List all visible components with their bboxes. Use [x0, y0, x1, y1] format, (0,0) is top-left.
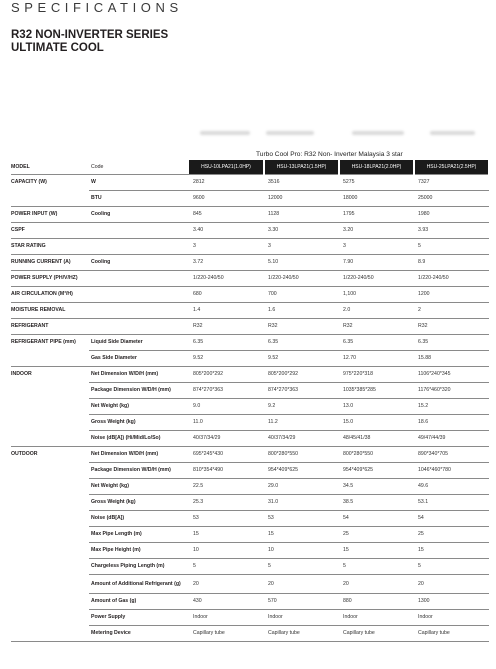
- table-row: [11, 366, 489, 382]
- row-value: 53: [264, 510, 339, 526]
- row-value: 5: [264, 558, 339, 574]
- row-value: 15: [339, 542, 414, 558]
- row-value: R32: [264, 318, 339, 334]
- row-value: 5: [189, 558, 264, 574]
- row-code: Cooling: [89, 206, 189, 222]
- row-code: [89, 286, 189, 302]
- row-code: Amount of Gas (g): [89, 593, 189, 609]
- row-value: 1046*460*780: [414, 462, 489, 478]
- table-row: [11, 318, 489, 334]
- row-value: 22.5: [189, 478, 264, 494]
- row-value: 1/220-240/50: [264, 270, 339, 286]
- series-line-2: ULTIMATE COOL: [11, 42, 104, 54]
- row-code: [89, 238, 189, 254]
- row-value: 3516: [264, 174, 339, 190]
- row-value: 2812: [189, 174, 264, 190]
- row-value: 9600: [189, 190, 264, 206]
- row-label: CAPACITY (W): [11, 179, 47, 185]
- row-value: 800*280*550: [339, 446, 414, 462]
- row-value: Indoor: [339, 609, 414, 625]
- row-code: Cooling: [89, 254, 189, 270]
- row-value: 9.52: [264, 350, 339, 366]
- row-value: 1300: [414, 593, 489, 609]
- row-code: Max Pipe Length (m): [89, 526, 189, 542]
- row-value: 15: [414, 542, 489, 558]
- row-value: Capillary tube: [339, 625, 414, 641]
- row-code: Noise (dB[A]) (Hi/Mid/Lo/So): [89, 430, 189, 446]
- series-title: [11, 29, 168, 55]
- row-value: 53.1: [414, 494, 489, 510]
- blurred-image-2: [266, 131, 314, 135]
- row-value: 7.90: [339, 254, 414, 270]
- table-subtitle: Turbo Cool Pro: R32 Non- Inverter Malaysia 3 star: [256, 151, 403, 158]
- row-value: 31.0: [264, 494, 339, 510]
- table-row: [11, 558, 489, 574]
- row-code: Amount of Additional Refrigerant (g): [89, 574, 189, 593]
- row-value: 11.0: [189, 414, 264, 430]
- row-label: POWER INPUT (W): [11, 206, 89, 222]
- row-value: 49/47/44/39: [414, 430, 489, 446]
- blurred-image-1: [200, 131, 250, 135]
- row-code: W: [89, 174, 189, 190]
- row-value: 805*200*292: [189, 366, 264, 382]
- row-value: 54: [339, 510, 414, 526]
- row-code: Gas Side Diameter: [89, 350, 189, 366]
- row-label: [11, 350, 89, 366]
- row-code: Net Dimension W/D/H (mm): [89, 446, 189, 462]
- row-value: 430: [189, 593, 264, 609]
- row-label: [11, 542, 89, 558]
- row-value: 9.0: [189, 398, 264, 414]
- table-row: [11, 430, 489, 446]
- row-value: 49.6: [414, 478, 489, 494]
- row-value: 1.6: [264, 302, 339, 318]
- row-value: 1/220-240/50: [189, 270, 264, 286]
- table-row: [11, 526, 489, 542]
- row-label: STAR RATING: [11, 238, 89, 254]
- row-value: 695*245*430: [189, 446, 264, 462]
- table-row: [11, 542, 489, 558]
- table-row: [11, 206, 489, 222]
- row-code: Net Weight (kg): [89, 478, 189, 494]
- row-value: R32: [189, 318, 264, 334]
- table-row: [11, 609, 489, 625]
- table-row: [11, 382, 489, 398]
- row-value: Indoor: [264, 609, 339, 625]
- blurred-image-3: [352, 131, 404, 135]
- row-value: 11.2: [264, 414, 339, 430]
- row-code: Power Supply: [89, 609, 189, 625]
- row-value: 48/45/41/38: [339, 430, 414, 446]
- row-value: Indoor: [189, 609, 264, 625]
- row-value: 890*340*705: [414, 446, 489, 462]
- row-label: [11, 398, 89, 414]
- table-row: [11, 414, 489, 430]
- table-row: [11, 446, 489, 462]
- row-code: Package Dimension W/D/H (mm): [89, 462, 189, 478]
- row-value: 18000: [339, 190, 414, 206]
- table-row: [11, 334, 489, 350]
- row-label: [11, 593, 89, 609]
- row-value: 9.52: [189, 350, 264, 366]
- row-value: 15: [189, 526, 264, 542]
- row-code: Net Dimension W/D/H (mm): [89, 366, 189, 382]
- row-value: 34.5: [339, 478, 414, 494]
- row-label: [11, 414, 89, 430]
- row-value: Capillary tube: [414, 625, 489, 641]
- row-code: [89, 302, 189, 318]
- row-value: 3: [339, 238, 414, 254]
- row-label: POWER SUPPLY (PH/V/HZ): [11, 270, 89, 286]
- row-value: 5: [414, 238, 489, 254]
- row-value: 6.35: [414, 334, 489, 350]
- row-value: 3.30: [264, 222, 339, 238]
- row-value: 1176*460*320: [414, 382, 489, 398]
- row-label: CSPF: [11, 222, 89, 238]
- row-value: Capillary tube: [264, 625, 339, 641]
- row-label: INDOOR: [11, 371, 32, 377]
- table-row: [11, 462, 489, 478]
- row-value: 1128: [264, 206, 339, 222]
- code-header: Code: [89, 160, 189, 174]
- table-row: [11, 350, 489, 366]
- row-label: [11, 609, 89, 625]
- row-value: 20: [264, 574, 339, 593]
- row-value: R32: [414, 318, 489, 334]
- row-value: 5.10: [264, 254, 339, 270]
- row-value: 20: [189, 574, 264, 593]
- row-value: 38.5: [339, 494, 414, 510]
- row-value: R32: [339, 318, 414, 334]
- row-label: [11, 574, 89, 593]
- row-value: Capillary tube: [189, 625, 264, 641]
- row-value: 845: [189, 206, 264, 222]
- row-label: [11, 494, 89, 510]
- row-value: 975*220*318: [339, 366, 414, 382]
- row-label: [11, 526, 89, 542]
- row-value: 10: [264, 542, 339, 558]
- model-col-1: HSU-10LPA21(1.0HP): [189, 160, 264, 174]
- row-value: 800*280*550: [264, 446, 339, 462]
- row-value: 18.6: [414, 414, 489, 430]
- row-label: OUTDOOR: [11, 451, 38, 457]
- row-value: 15.88: [414, 350, 489, 366]
- row-value: 6.35: [264, 334, 339, 350]
- row-value: 12000: [264, 190, 339, 206]
- row-value: 20: [339, 574, 414, 593]
- row-value: 1980: [414, 206, 489, 222]
- row-value: 15.2: [414, 398, 489, 414]
- table-row: [11, 222, 489, 238]
- row-value: 10: [189, 542, 264, 558]
- row-value: 13.0: [339, 398, 414, 414]
- row-value: 3.40: [189, 222, 264, 238]
- series-line-1: R32 NON-INVERTER SERIES: [11, 29, 169, 41]
- row-value: 680: [189, 286, 264, 302]
- row-value: 805*200*292: [264, 366, 339, 382]
- row-value: 1200: [414, 286, 489, 302]
- row-label: AIR CIRCULATION (M³/H): [11, 286, 89, 302]
- row-value: 1,100: [339, 286, 414, 302]
- row-code: Gross Weight (kg): [89, 494, 189, 510]
- row-value: 5: [339, 558, 414, 574]
- row-value: 25: [414, 526, 489, 542]
- row-code: [89, 222, 189, 238]
- row-code: Net Weight (kg): [89, 398, 189, 414]
- row-value: 3: [189, 238, 264, 254]
- row-value: 8.9: [414, 254, 489, 270]
- row-code: Package Dimension W/D/H (mm): [89, 382, 189, 398]
- row-label: [11, 430, 89, 446]
- row-value: 6.35: [339, 334, 414, 350]
- table-row: [11, 494, 489, 510]
- row-code: Metering Device: [89, 625, 189, 641]
- row-code: [89, 270, 189, 286]
- row-label: RUNNING CURRENT (A): [11, 254, 89, 270]
- blurred-image-4: [430, 131, 475, 135]
- row-label: [11, 462, 89, 478]
- table-row: [11, 593, 489, 609]
- row-value: 1035*385*285: [339, 382, 414, 398]
- row-value: 1/220-240/50: [414, 270, 489, 286]
- row-code: BTU: [89, 190, 189, 206]
- row-label: [11, 510, 89, 526]
- row-value: 1795: [339, 206, 414, 222]
- row-value: 3.72: [189, 254, 264, 270]
- row-value: 880: [339, 593, 414, 609]
- row-value: 25.3: [189, 494, 264, 510]
- table-row: [11, 510, 489, 526]
- row-label: [11, 625, 89, 641]
- table-header-row: [11, 160, 489, 174]
- row-label: [11, 478, 89, 494]
- table-row: [11, 286, 489, 302]
- row-value: 810*354*490: [189, 462, 264, 478]
- row-value: 12.70: [339, 350, 414, 366]
- row-code: Noise (dB[A]): [89, 510, 189, 526]
- table-row: [11, 398, 489, 414]
- row-value: 6.35: [189, 334, 264, 350]
- table-row: [11, 270, 489, 286]
- row-value: 3: [264, 238, 339, 254]
- row-value: 40/37/34/29: [264, 430, 339, 446]
- row-code: Liquid Side Diameter: [89, 334, 189, 350]
- row-value: 40/37/34/29: [189, 430, 264, 446]
- table-row: [11, 574, 489, 593]
- model-header: MODEL: [11, 160, 89, 174]
- row-value: 29.0: [264, 478, 339, 494]
- row-value: 1106*240*345: [414, 366, 489, 382]
- table-row: [11, 174, 489, 190]
- row-value: 53: [189, 510, 264, 526]
- row-value: 5: [414, 558, 489, 574]
- table-row: [11, 190, 489, 206]
- row-value: 3.93: [414, 222, 489, 238]
- row-value: 1.4: [189, 302, 264, 318]
- page-title: SPECIFICATIONS: [11, 0, 183, 15]
- table-row: [11, 625, 489, 641]
- spec-table: [11, 160, 490, 642]
- model-col-2: HSU-13LPA21(1.5HP): [264, 160, 339, 174]
- row-value: 54: [414, 510, 489, 526]
- row-label: REFRIGERANT PIPE (mm): [11, 339, 76, 345]
- row-value: 2: [414, 302, 489, 318]
- row-value: 874*270*363: [189, 382, 264, 398]
- row-code: Max Pipe Height (m): [89, 542, 189, 558]
- row-code: Gross Weight (kg): [89, 414, 189, 430]
- row-code: [89, 318, 189, 334]
- row-value: 9.2: [264, 398, 339, 414]
- table-row: [11, 238, 489, 254]
- row-value: 15: [264, 526, 339, 542]
- row-label: REFRIGERANT: [11, 318, 89, 334]
- row-code: Chargeless Piping Length (m): [89, 558, 189, 574]
- row-label: [11, 190, 89, 206]
- row-value: 874*270*363: [264, 382, 339, 398]
- model-col-4: HSU-25LPA21(2.5HP): [414, 160, 489, 174]
- row-value: 20: [414, 574, 489, 593]
- row-value: 5275: [339, 174, 414, 190]
- row-value: 700: [264, 286, 339, 302]
- row-value: 954*409*625: [339, 462, 414, 478]
- row-value: 25000: [414, 190, 489, 206]
- row-label: [11, 382, 89, 398]
- row-label: MOISTURE REMOVAL: [11, 302, 89, 318]
- row-value: 15.0: [339, 414, 414, 430]
- row-value: 570: [264, 593, 339, 609]
- table-row: [11, 478, 489, 494]
- model-col-3: HSU-18LPA21(2.0HP): [339, 160, 414, 174]
- row-value: 25: [339, 526, 414, 542]
- row-value: 1/220-240/50: [339, 270, 414, 286]
- row-value: 3.20: [339, 222, 414, 238]
- row-value: 2.0: [339, 302, 414, 318]
- row-value: 7327: [414, 174, 489, 190]
- row-value: 954*409*625: [264, 462, 339, 478]
- row-label: [11, 558, 89, 574]
- table-row: [11, 254, 489, 270]
- table-row: [11, 302, 489, 318]
- row-value: Indoor: [414, 609, 489, 625]
